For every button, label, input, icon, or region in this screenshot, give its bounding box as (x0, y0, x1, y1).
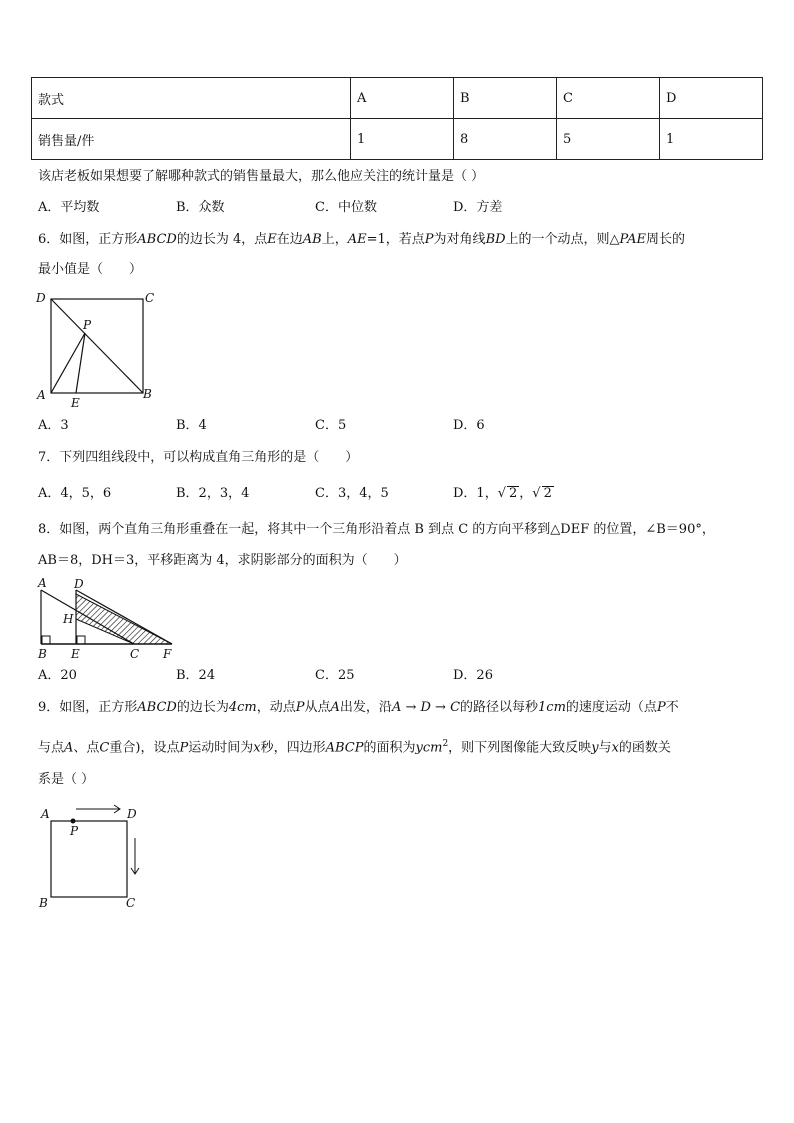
table-cell: 1 (351, 119, 454, 160)
label-b: B (143, 387, 152, 401)
q7-option-c[interactable]: C．3，4，5 (315, 486, 389, 501)
label-e: E (71, 396, 80, 410)
q6-stem-line1: 6．如图，正方形ABCD的边长为 4，点E在边AB上，AE=1，若点P为对角线BD上的一个动点，则△PAE周长的 (38, 232, 685, 247)
label-b: B (39, 896, 48, 910)
table-cell: 销售量/件 (32, 119, 351, 160)
table-cell: 款式 (32, 78, 351, 119)
table-cell: D (660, 78, 763, 119)
label-a: A (38, 576, 47, 590)
sales-table (31, 77, 763, 160)
label-b: B (38, 647, 47, 661)
q5-option-c[interactable]: C．中位数 (315, 200, 377, 215)
q9-stem-line1: 9．如图，正方形ABCD的边长为4cm，动点P从点A出发，沿A → D → C的路径以每秒1cm的速度运动（点P不 (38, 700, 679, 715)
q6-option-c[interactable]: C．5 (315, 418, 347, 433)
label-d: D (127, 807, 137, 821)
q6-option-d[interactable]: D．6 (453, 418, 485, 433)
q6-stem-line2: 最小值是（ ） (38, 262, 143, 277)
label-h: H (63, 612, 74, 626)
label-c: C (130, 647, 140, 661)
q7-option-b[interactable]: B．2，3，4 (176, 486, 250, 501)
q5-option-a[interactable]: A．平均数 (38, 200, 100, 215)
q9-square-figure (30, 800, 160, 915)
table-header-row (32, 78, 763, 119)
radicand: 2 (543, 486, 552, 501)
q6-option-b[interactable]: B．4 (176, 418, 207, 433)
table-row (32, 119, 763, 160)
q7-option-a[interactable]: A．4，5，6 (38, 486, 112, 501)
label-c: C (126, 896, 136, 910)
label-f: F (163, 647, 172, 661)
table-cell: A (351, 78, 454, 119)
q8-option-d[interactable]: D．26 (453, 668, 493, 683)
label-d: D (36, 291, 46, 305)
q8-option-b[interactable]: B．24 (176, 668, 216, 683)
q5-option-b[interactable]: B．众数 (176, 200, 225, 215)
q5-stem: 该店老板如果想要了解哪种款式的销售量最大，那么他应关注的统计量是（ ） (38, 169, 485, 184)
label-e: E (71, 647, 80, 661)
q7-option-d[interactable]: D．1，√ 2 ，√ 2 (453, 486, 552, 501)
q6-option-a[interactable]: A．3 (38, 418, 69, 433)
table-cell: 5 (557, 119, 660, 160)
label-c: C (145, 291, 155, 305)
table-cell: 8 (454, 119, 557, 160)
label-p: P (70, 824, 79, 838)
q8-option-c[interactable]: C．25 (315, 668, 355, 683)
q8-stem-line2: AB＝8，DH＝3，平移距离为 4，求阴影部分的面积为（ ） (38, 553, 407, 568)
radicand: 2 (509, 486, 518, 501)
label-a: A (37, 388, 46, 402)
q8-option-a[interactable]: A．20 (38, 668, 77, 683)
q8-stem-line1: 8．如图，两个直角三角形重叠在一起，将其中一个三角形沿着点 B 到点 C 的方向平移到△DEF 的位置，∠B＝90°， (38, 522, 715, 537)
table-cell: 1 (660, 119, 763, 160)
q7-stem: 7．下列四组线段中，可以构成直角三角形的是（ ） (38, 450, 359, 465)
table-cell: C (557, 78, 660, 119)
q5-option-d[interactable]: D．方差 (453, 200, 503, 215)
label-d: D (74, 577, 84, 591)
label-a: A (41, 807, 50, 821)
q9-stem-line2: 与点A、点C重合)，设点P运动时间为x秒，四边形ABCP的面积为ycm$^2$，则下列图像能大致反映y与x的函数关 (38, 739, 671, 756)
table-cell: B (454, 78, 557, 119)
q6-square-figure (30, 286, 170, 410)
label-p: P (83, 318, 92, 332)
q9-stem-line3: 系是（ ） (38, 772, 95, 787)
q8-triangles-figure (30, 576, 190, 662)
